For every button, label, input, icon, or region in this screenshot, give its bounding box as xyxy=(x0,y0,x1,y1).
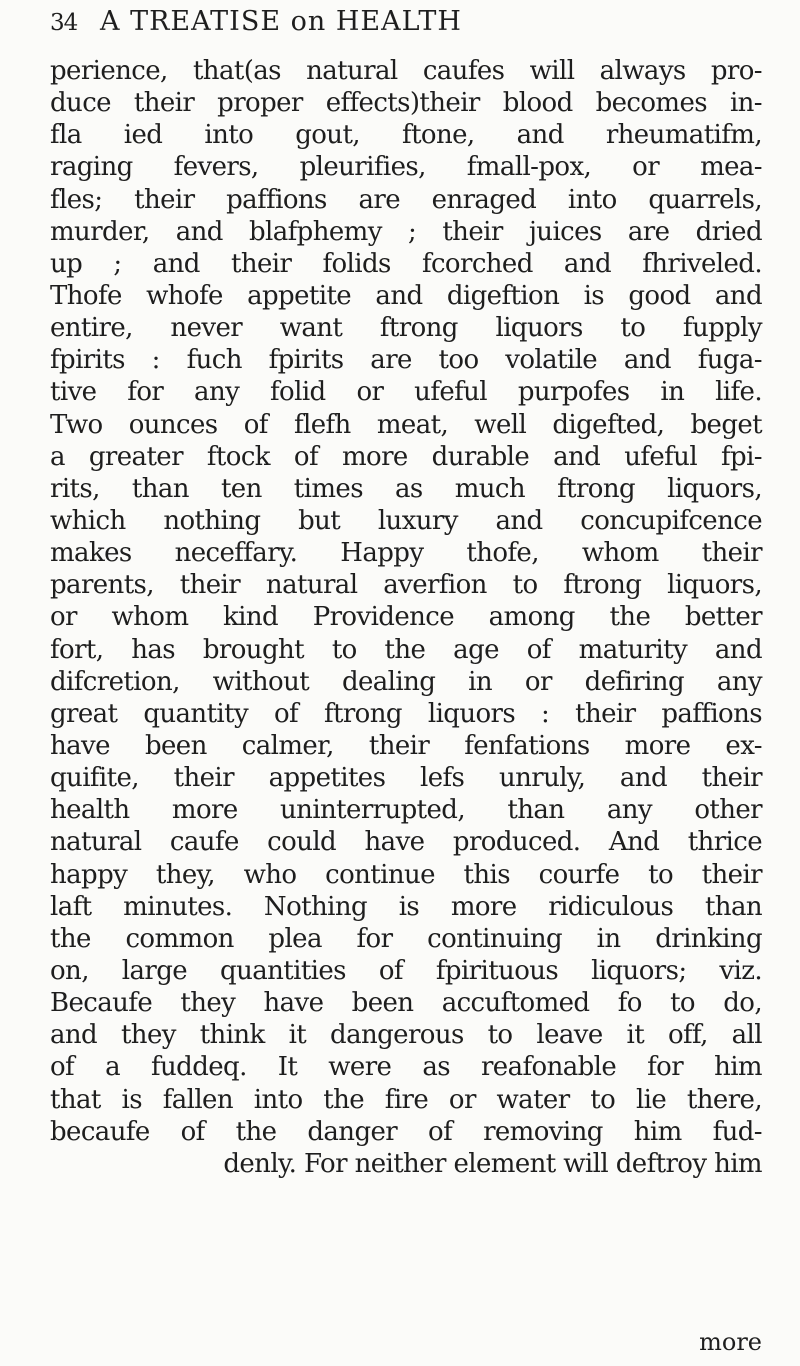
body-text xyxy=(50,55,762,1180)
text-line: murder, and blafphemy ; their juices are dried xyxy=(50,216,762,247)
text-line: Becaufe they have been accuftomed fo to do, xyxy=(50,988,762,1019)
text-line: a greater ftock of more durable and ufeful fpi- xyxy=(50,441,762,472)
text-line: fort, has brought to the age of maturity and xyxy=(50,634,762,665)
running-head xyxy=(50,6,770,48)
text-line: perience, that(as natural caufes will always pro- xyxy=(50,56,762,86)
text-line: tive for any folid or ufeful purpofes in life. xyxy=(50,377,762,408)
catchword: more xyxy=(699,1328,762,1356)
text-line: happy they, who continue this courfe to their xyxy=(50,859,762,890)
text-line: parents, their natural averfion to ftrong liquors, xyxy=(50,570,762,601)
running-title: A TREATISE on HEALTH xyxy=(100,6,462,37)
text-line: fpirits : fuch fpirits are too volatile and fuga- xyxy=(50,345,762,376)
text-line: have been calmer, their fenfations more ex- xyxy=(50,730,762,761)
text-line: rits, than ten times as much ftrong liquors, xyxy=(50,473,762,504)
text-line: Thofe whofe appetite and digeftion is good and xyxy=(50,280,762,311)
text-line: natural caufe could have produced. And thrice xyxy=(50,827,762,858)
text-line: entire, never want ftrong liquors to fupply xyxy=(50,313,762,344)
text-line: fles; their paffions are enraged into quarrels, xyxy=(50,184,762,215)
text-line: denly. For neither element will deftroy him xyxy=(223,1148,762,1179)
text-line: up ; and their folids fcorched and fhriveled. xyxy=(50,248,762,279)
page-number: 34 xyxy=(50,10,78,36)
text-line: becaufe of the danger of removing him fud- xyxy=(50,1116,762,1147)
text-line: makes neceffary. Happy thofe, whom their xyxy=(50,538,762,569)
text-line: great quantity of ftrong liquors : their paffions xyxy=(50,698,762,729)
text-line: which nothing but luxury and concupifcence xyxy=(50,505,762,536)
text-line: Two ounces of flefh meat, well digefted, beget xyxy=(50,409,762,440)
text-line: difcretion, without dealing in or defiring any xyxy=(50,666,762,697)
text-line: quifite, their appetites lefs unruly, and their xyxy=(50,763,762,794)
text-line: on, large quantities of fpirituous liquors; viz. xyxy=(50,955,762,986)
text-line: and they think it dangerous to leave it off, all xyxy=(50,1020,762,1051)
text-line: duce their proper effects)their blood becomes in- xyxy=(50,88,762,119)
text-line: the common plea for continuing in drinking xyxy=(50,923,762,954)
text-line: fla ied into gout, ftone, and rheumatifm, xyxy=(50,120,762,151)
text-line: that is fallen into the fire or water to lie there, xyxy=(50,1084,762,1115)
text-line: health more uninterrupted, than any other xyxy=(50,795,762,826)
text-line: laft minutes. Nothing is more ridiculous than xyxy=(50,891,762,922)
text-line: or whom kind Providence among the better xyxy=(50,602,762,633)
text-line: raging fevers, pleurifies, fmall-pox, or mea- xyxy=(50,152,762,183)
text-line: of a fuddeq. It were as reafonable for him xyxy=(50,1052,762,1083)
